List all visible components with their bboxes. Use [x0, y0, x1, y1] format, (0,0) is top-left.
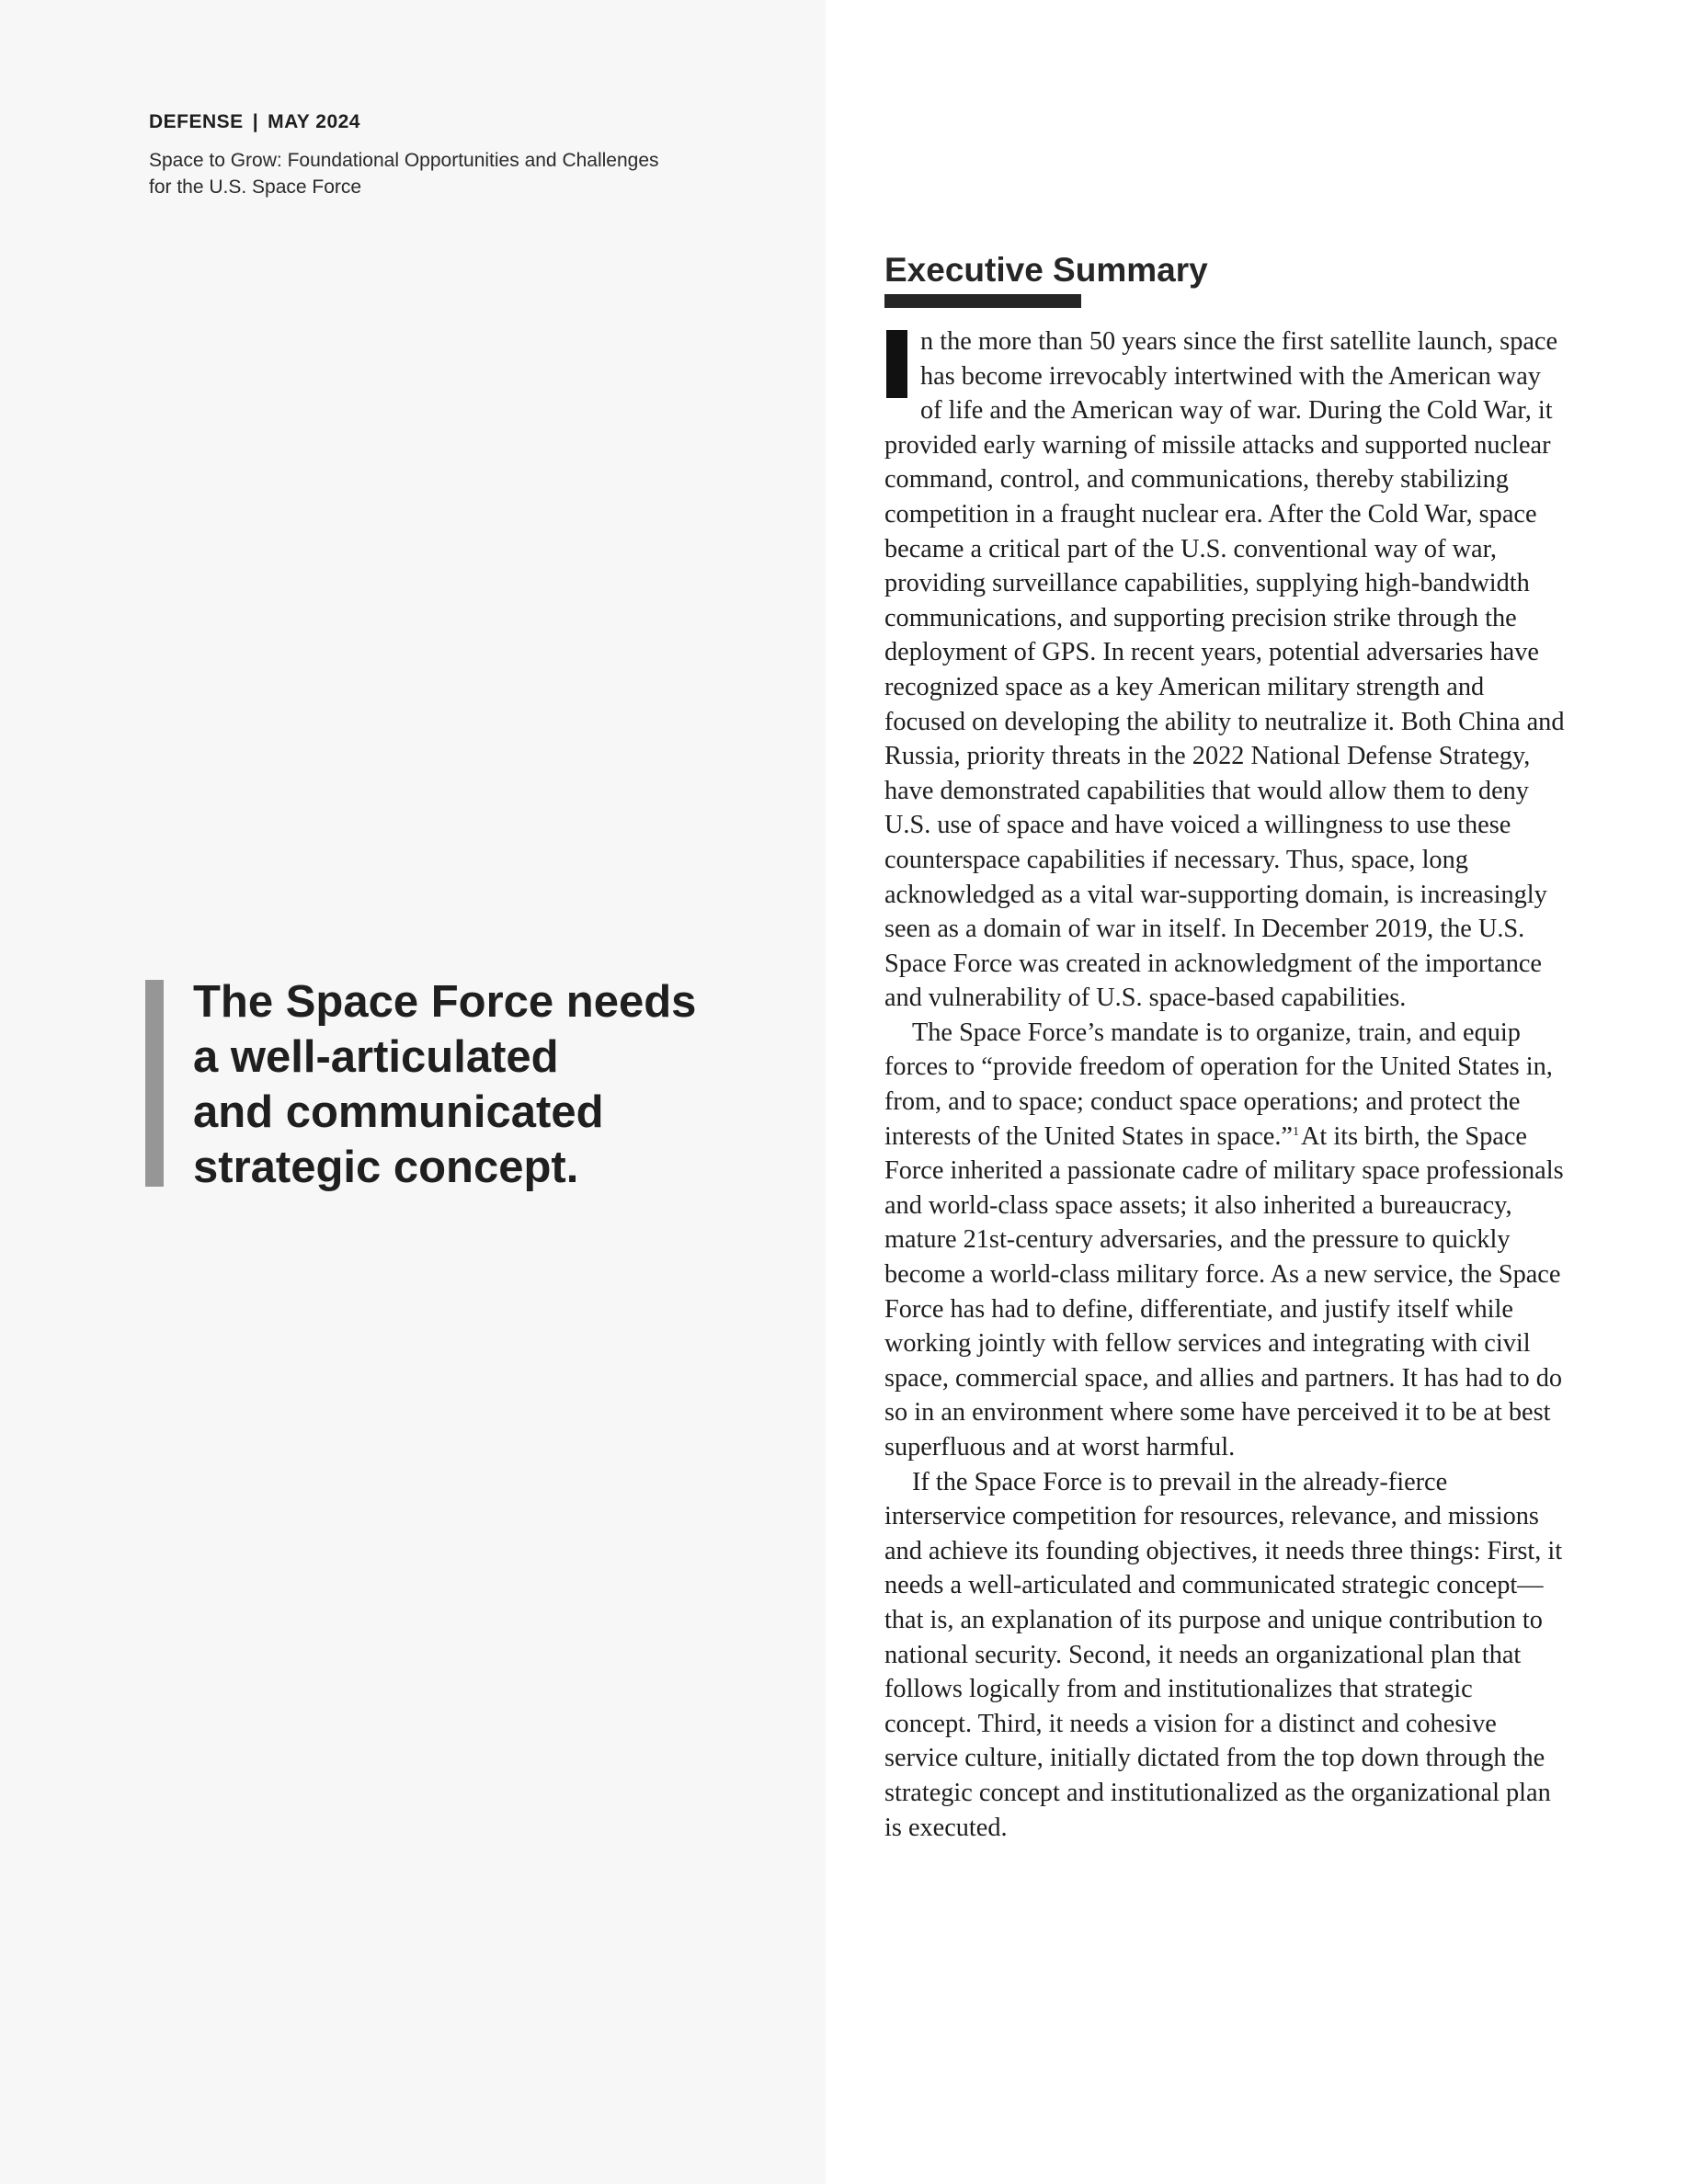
pull-quote-bar: [145, 980, 164, 1187]
section-heading: Executive Summary: [884, 251, 1208, 289]
report-header: [149, 108, 793, 200]
section-date-line: [149, 108, 793, 136]
paragraph-2: [884, 1016, 1565, 1465]
footnote-marker[interactable]: 1: [1292, 1124, 1299, 1139]
section-label: DEFENSE: [149, 111, 244, 132]
header-separator: |: [252, 111, 259, 132]
paragraph-2-text-b: At its birth, the Space Force inherited a passionate cadre of military space professionals and world-class space assets; it also inherited a bureaucracy, mature 21st-century adversaries, and the pressure to quickly become a world-class military force. As a new service, the Space Force has had to define, differentiate, and justify itself while working jointly with fellow services and integrating with civil space, commercial space, and allies and partners. It has had to do so in an environment where some have perceived it to be at best superfluous and at worst harmful.: [884, 1121, 1564, 1462]
heading-underline-rule: [884, 294, 1081, 308]
paragraph-2-text-a: The Space Force’s mandate is to organize, train, and equip forces to “provide freedom of operation for the United States in, from, and to space; conduct space operations; and protect the interests of the United States in space.”: [884, 1018, 1553, 1151]
pull-quote: The Space Force needs a well-articulated and communicated strategic concept.: [193, 977, 697, 1192]
publication-date: MAY 2024: [268, 111, 360, 132]
paragraph-1-text: n the more than 50 years since the first satellite launch, space has become irrevocably intertwined with the American way of life and the American way of war. During the Cold War, it provided early warning of missile attacks and supported nuclear command, control, and communications, thereby stabilizing competition in a fraught nuclear era. After the Cold War, space became a critical part of the U.S. conventional way of war, providing surveillance capabilities, supplying high-bandwidth communications, and supporting precision strike through the deployment of GPS. In recent years, potential adversaries have recognized space as a key American military strength and focused on developing the ability to neutralize it. Both China and Russia, priority threats in the 2022 National Defense Strategy, have demonstrated capabilities that would allow them to deny U.S. use of space and have voiced a willingness to use these counterspace capabilities if necessary. Thus, space, long acknowledged as a vital war-supporting domain, is increasingly seen as a domain of war in itself. In December 2019, the U.S. Space Force was created in acknowledgment of the importance and vulnerability of U.S. space-based capabilities.: [884, 327, 1565, 1013]
paragraph-3: If the Space Force is to prevail in the already-fierce interservice competition for resources, relevance, and missions and achieve its founding objectives, it needs three things: First, it needs a well-articulated and communicated strategic concept—that is, an explanation of its purpose and unique contribution to national security. Second, it needs an organizational plan that follows logically from and institutionalizes that strategic concept. Third, it needs a vision for a distinct and cohesive service culture, initially dictated from the top down through the strategic concept and institutionalized as the organizational plan is executed.: [884, 1467, 1563, 1842]
report-title: Space to Grow: Foundational Opportunities and Challenges for the U.S. Space Force: [149, 150, 659, 198]
paragraph-1: [884, 324, 1565, 1016]
executive-summary-body: [884, 324, 1565, 1845]
drop-cap: [886, 330, 907, 398]
